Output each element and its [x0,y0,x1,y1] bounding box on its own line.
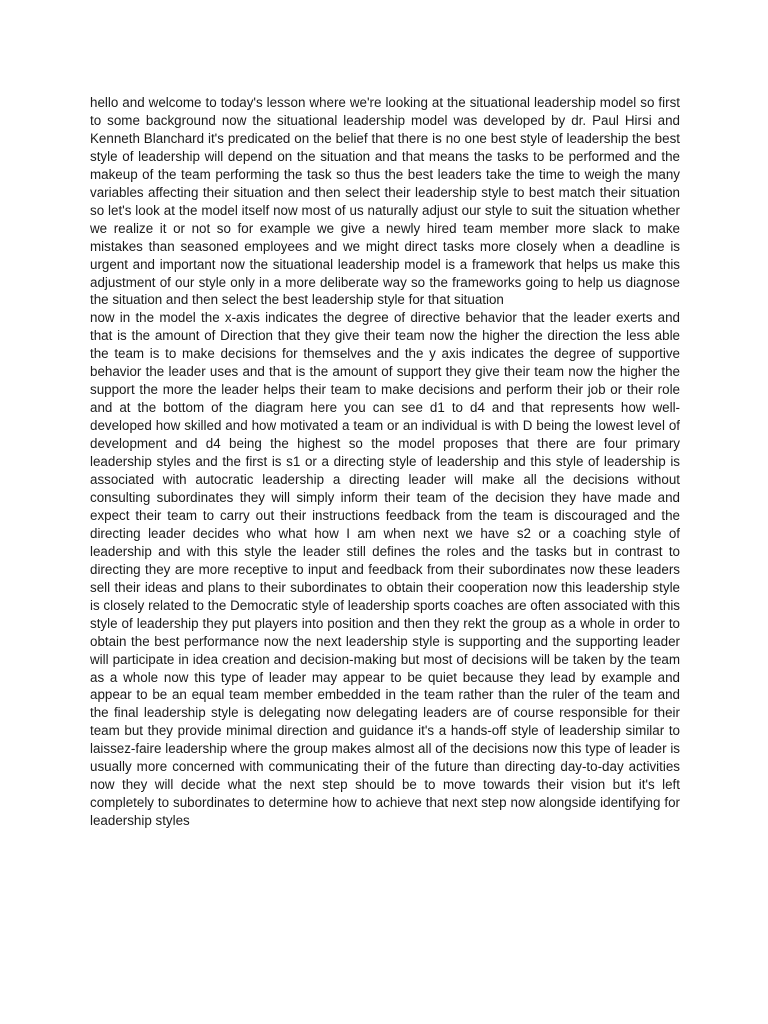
paragraph-model-explanation: now in the model the x-axis indicates the degree of directive behavior that the leader exerts and that is the amount of Direction that they give their team now the higher the direction the less able the team is to make decisions for themselves and the y axis indicates the degree of supportive behavior the leader uses and that is the amount of support they give their team now the higher the support the more the leader helps their team to make decisions and perform their job or their role and at the bottom of the diagram here you can see d1 to d4 and that represents how well-developed how skilled and how motivated a team or an individual is with D being the lowest level of development and d4 being the highest so the model proposes that there are four primary leadership styles and the first is s1 or a directing style of leadership and this style of leadership is associated with autocratic leadership a directing leader will make all the decisions without consulting subordinates they will simply inform their team of the decision they have made and expect their team to carry out their instructions feedback from the team is discouraged and the directing leader decides who what how I am when next we have s2 or a coaching style of leadership and with this style the leader still defines the roles and the tasks but in contrast to directing they are more receptive to input and feedback from their subordinates now these leaders sell their ideas and plans to their subordinates to obtain their cooperation now this leadership style is closely related to the Democratic style of leadership sports coaches are often associated with this style of leadership they put players into position and then they rekt the group as a whole in order to obtain the best performance now the next leadership style is supporting and the supporting leader will participate in idea creation and decision-making but most of decisions will be taken by the team as a whole now this type of leader may appear to be quiet because they lead by example and appear to be an equal team member embedded in the team rather than the ruler of the team and the final leadership style is delegating now delegating leaders are of course responsible for their team but they provide minimal direction and guidance it's a hands-off style of leadership similar to laissez-faire leadership where the group makes almost all of the decisions now this type of leader is usually more concerned with communicating their of the future than directing day-to-day activities now they will decide what the next step should be to move towards their vision but it's left completely to subordinates to determine how to achieve that next step now alongside identifying for leadership styles [90,310,680,829]
transcript-text [90,94,680,830]
paragraph-intro: hello and welcome to today's lesson where we're looking at the situational leadership model so first to some background now the situational leadership model was developed by dr. Paul Hirsi and Kenneth Blanchard it's predicated on the belief that there is no one best style of leadership the best style of leadership will depend on the situation and that means the tasks to be performed and the makeup of the team performing the task so thus the best leaders take the time to weigh the many variables affecting their situation and then select their leadership style to best match their situation so let's look at the model itself now most of us naturally adjust our style to suit the situation whether we realize it or not so for example we give a newly hired team member more slack to make mistakes than seasoned employees and we might direct tasks more closely when a deadline is urgent and important now the situational leadership model is a framework that helps us make this adjustment of our style only in a more deliberate way so the frameworks going to help us diagnose the situation and then select the best leadership style for that situation [90,95,680,308]
